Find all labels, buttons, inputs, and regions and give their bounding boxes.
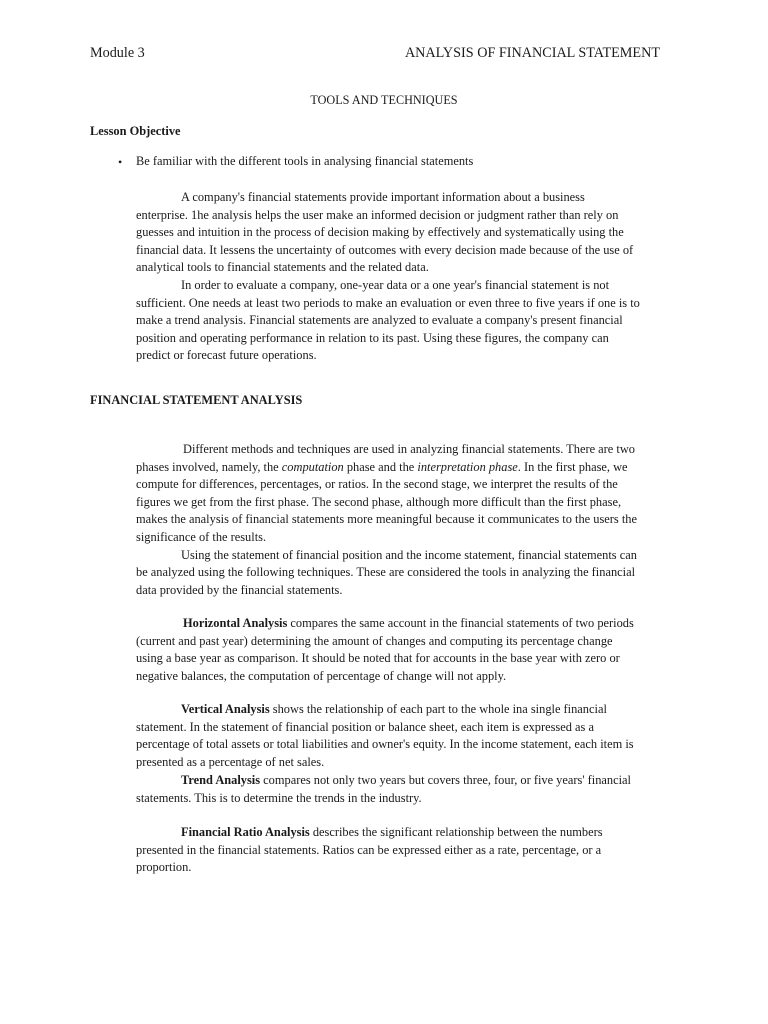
emphasis-interpretation: interpretation phase bbox=[417, 459, 518, 474]
paragraph-line: Different methods and techniques are used in analyzing financial statements. There are two bbox=[183, 442, 635, 456]
lesson-objective-heading: Lesson Objective bbox=[90, 124, 181, 138]
text-run: phase and the bbox=[343, 459, 418, 474]
section-title: TOOLS AND TECHNIQUES bbox=[310, 93, 458, 107]
text-run: describes the significant relationship between the numbers bbox=[309, 825, 603, 839]
paragraph-line bbox=[136, 459, 676, 477]
paragraph-line: statement. In the statement of financial position or balance sheet, each item is expressed as a bbox=[136, 719, 594, 734]
paragraph-line: In order to evaluate a company, one-year data or a one year's financial statement is not bbox=[181, 277, 610, 292]
text-run: compares the same account in the financial statements of two periods bbox=[287, 616, 634, 630]
text-run: shows the relationship of each part to the whole ina single financial bbox=[269, 702, 607, 716]
paragraph-line: guesses and intuition in the process of decision making by effectively and systematically using the bbox=[136, 225, 624, 240]
text-run: phases involved, namely, the bbox=[136, 459, 282, 474]
paragraph-line: compute for differences, percentages, or ratios. In the second stage, we interpret the results of the bbox=[136, 477, 618, 492]
paragraph-line: makes the analysis of financial statements more meaningful because it communicates to the users the bbox=[136, 512, 637, 527]
paragraph-line: proportion. bbox=[136, 860, 192, 875]
paragraph-line: make a trend analysis. Financial statements are analyzed to evaluate a company's present financial bbox=[136, 313, 623, 328]
paragraph-line bbox=[136, 615, 676, 633]
paragraph-line: Using the statement of financial position and the income statement, financial statements can bbox=[181, 547, 637, 562]
module-label: Module 3 bbox=[90, 45, 145, 61]
emphasis-computation: computation bbox=[281, 459, 344, 474]
lesson-objective-bullet: Be familiar with the different tools in analysing financial statements bbox=[136, 154, 474, 168]
paragraph-line: data provided by the financial statements. bbox=[136, 582, 343, 597]
fsa-heading: FINANCIAL STATEMENT ANALYSIS bbox=[90, 393, 303, 407]
ratio-analysis-paragraph bbox=[136, 824, 676, 877]
paragraph-line: percentage of total assets or total liabilities and owner's equity. In the income statement, each item is bbox=[136, 737, 634, 752]
paragraph-line: predict or forecast future operations. bbox=[136, 348, 317, 363]
horizontal-analysis-term: Horizontal Analysis bbox=[183, 616, 288, 630]
vertical-analysis-paragraph bbox=[136, 701, 676, 771]
text-run: . In the first phase, we bbox=[517, 459, 628, 474]
paragraph-line: (current and past year) determining the amount of changes and computing its percentage change bbox=[136, 633, 613, 648]
horizontal-analysis-paragraph bbox=[136, 615, 676, 685]
vertical-analysis-term: Vertical Analysis bbox=[181, 702, 270, 716]
trend-analysis-paragraph bbox=[136, 772, 676, 807]
trend-analysis-term: Trend Analysis bbox=[181, 773, 261, 787]
paragraph-line: using a base year as comparison. It should be noted that for accounts in the base year with zero or bbox=[136, 651, 620, 666]
text-run: compares not only two years but covers three, four, or five years' financial bbox=[260, 773, 631, 787]
bullet-icon: • bbox=[118, 155, 123, 169]
intro-paragraphs bbox=[136, 189, 676, 365]
paragraph-line: presented in the financial statements. Ratios can be expressed either as a rate, percentage, or a bbox=[136, 842, 602, 857]
paragraph-line: position and operating performance in relation to its past. Using these figures, the company can bbox=[136, 330, 609, 345]
paragraph-line: significance of the results. bbox=[136, 529, 267, 544]
paragraph-line: be analyzed using the following techniques. These are considered the tools in analyzing the financial bbox=[136, 565, 636, 580]
paragraph-line: enterprise. 1he analysis helps the user make an informed decision or judgment rather than rely on bbox=[136, 207, 619, 222]
paragraph-line: sufficient. One needs at least two periods to make an evaluation or even three to five years if one is to bbox=[136, 295, 640, 310]
paragraph-line: analytical tools to financial statements and the related data. bbox=[136, 260, 429, 275]
ratio-analysis-term: Financial Ratio Analysis bbox=[181, 825, 310, 839]
document-title: ANALYSIS OF FINANCIAL STATEMENT bbox=[404, 45, 660, 61]
paragraph-line: figures we get from the first phase. The second phase, although more difficult than the first phase, bbox=[136, 494, 622, 509]
paragraph-line bbox=[136, 824, 676, 842]
paragraph-line bbox=[136, 701, 676, 719]
paragraph-line: statements. This is to determine the trends in the industry. bbox=[136, 790, 422, 805]
paragraph-line: presented as a percentage of net sales. bbox=[136, 754, 325, 769]
fsa-paragraphs bbox=[136, 441, 676, 599]
paragraph-line: A company's financial statements provide important information about a business bbox=[181, 190, 585, 204]
paragraph-line: negative balances, the computation of percentage of change will not apply. bbox=[136, 668, 507, 683]
paragraph-line bbox=[136, 772, 676, 790]
paragraph-line: financial data. It lessens the uncertainty of outcomes with every decision made because of the use of bbox=[136, 242, 634, 257]
